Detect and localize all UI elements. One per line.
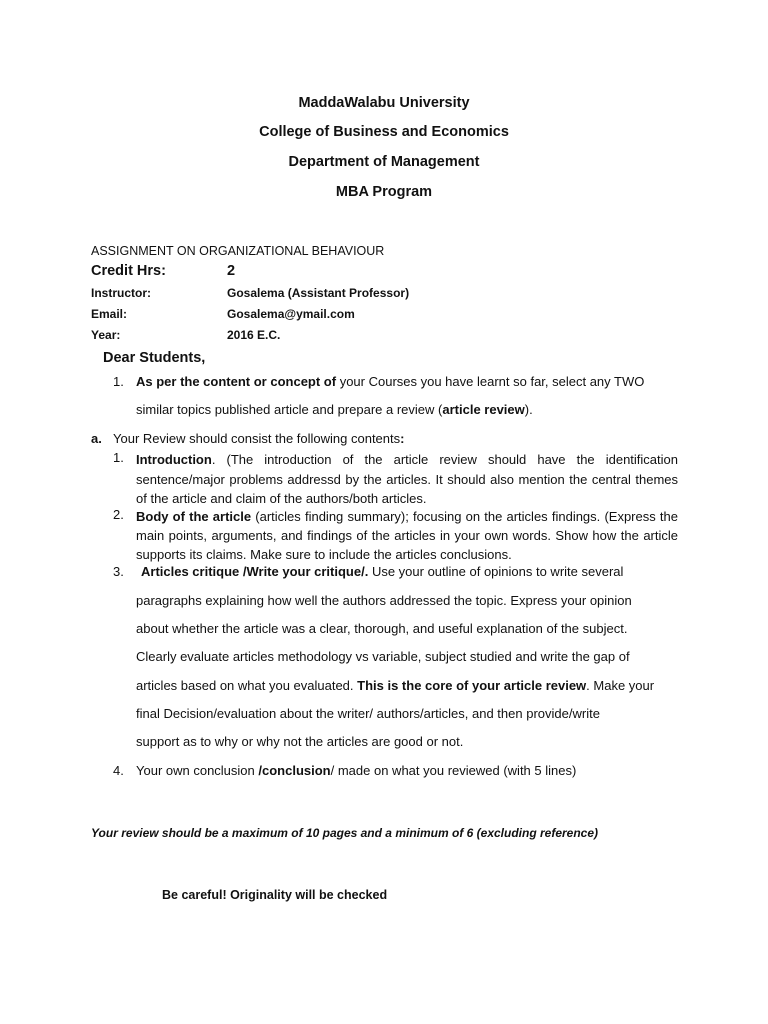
article-review-bold: article review — [442, 402, 525, 417]
content3-line2: paragraphs explaining how well the authors addressed the topic. Express your opinion — [136, 593, 632, 608]
core-review-bold: This is the core of your article review — [357, 678, 587, 693]
content4-number: 4. — [113, 763, 124, 778]
item1-line2-pre: similar topics published article and prepare a review ( — [136, 402, 443, 417]
content3-line5-post: . Make your — [586, 678, 655, 693]
content1-paragraph — [136, 450, 678, 509]
content4-post: / made on what you reviewed (with 5 lines) — [330, 763, 577, 778]
content2-paragraph — [136, 507, 678, 564]
email-label: Email: — [91, 307, 128, 321]
instructor-value: Gosalema (Assistant Professor) — [227, 286, 410, 300]
item1-rest: your Courses you have learnt so far, select any TWO — [336, 374, 645, 389]
conclusion-bold: /conclusion — [258, 763, 331, 778]
content3-line1 — [141, 564, 623, 579]
assignment-title: ASSIGNMENT ON ORGANIZATIONAL BEHAVIOUR — [91, 244, 385, 258]
content3-line5 — [136, 678, 654, 693]
critique-bold: Articles critique /Write your critique/. — [141, 564, 369, 579]
item1-line2-post: ). — [524, 402, 533, 417]
content3-number: 3. — [113, 564, 124, 579]
section-a-label: a. — [91, 431, 102, 446]
body-of-article-bold: Body of the article — [136, 509, 252, 524]
content4-line — [136, 763, 576, 778]
college-title: College of Business and Economics — [259, 124, 509, 140]
credit-label: Credit Hrs: — [91, 263, 166, 279]
page-limit-note: Your review should be a maximum of 10 pages and a minimum of 6 (excluding reference) — [91, 826, 599, 840]
year-label: Year: — [91, 328, 121, 342]
email-value: Gosalema@ymail.com — [227, 307, 355, 321]
section-a-colon: : — [400, 431, 405, 446]
content1-text: . (The introduction of the article review should have the identification sentence/major problems addressd by the articles. It should also mention the central themes of the article and claim of the authors/both articles. — [136, 452, 678, 506]
content3-line4: Clearly evaluate articles methodology vs variable, subject studied and write the gap of — [136, 649, 630, 664]
content2-text: (articles finding summary); focusing on the articles findings. (Express the main points, arguments, and findings of the articles in your own words. Show how the article supports its claims. Make sure to include the articles conclusions. — [136, 509, 678, 562]
content3-line7: support as to why or why not the articles are good or not. — [136, 734, 464, 749]
item1-bold: As per the content or concept of — [136, 374, 337, 389]
section-a-body: Your Review should consist the following contents — [113, 431, 401, 446]
item1-line1 — [136, 374, 644, 389]
content4-pre: Your own conclusion — [136, 763, 259, 778]
originality-warning: Be careful! Originality will be checked — [162, 888, 388, 902]
content3-line5-pre: articles based on what you evaluated. — [136, 678, 358, 693]
introduction-bold: Introduction — [136, 452, 212, 467]
item1-line2 — [136, 402, 533, 417]
credit-value: 2 — [227, 263, 236, 279]
greeting: Dear Students, — [103, 350, 206, 366]
program-title: MBA Program — [335, 184, 433, 200]
university-title: MaddaWalabu University — [298, 95, 470, 111]
content2-number: 2. — [113, 507, 124, 522]
department-title: Department of Management — [288, 154, 480, 170]
content3-line6: final Decision/evaluation about the writer/ authors/articles, and then provide/write — [136, 706, 600, 721]
section-a-text — [113, 431, 404, 446]
content3-line3: about whether the article was a clear, thorough, and useful explanation of the subject. — [136, 621, 628, 636]
year-value: 2016 E.C. — [227, 328, 281, 342]
instructor-label: Instructor: — [91, 286, 151, 300]
item1-number: 1. — [113, 374, 124, 389]
content1-number: 1. — [113, 450, 124, 465]
content3-line1-text: Use your outline of opinions to write several — [368, 564, 624, 579]
